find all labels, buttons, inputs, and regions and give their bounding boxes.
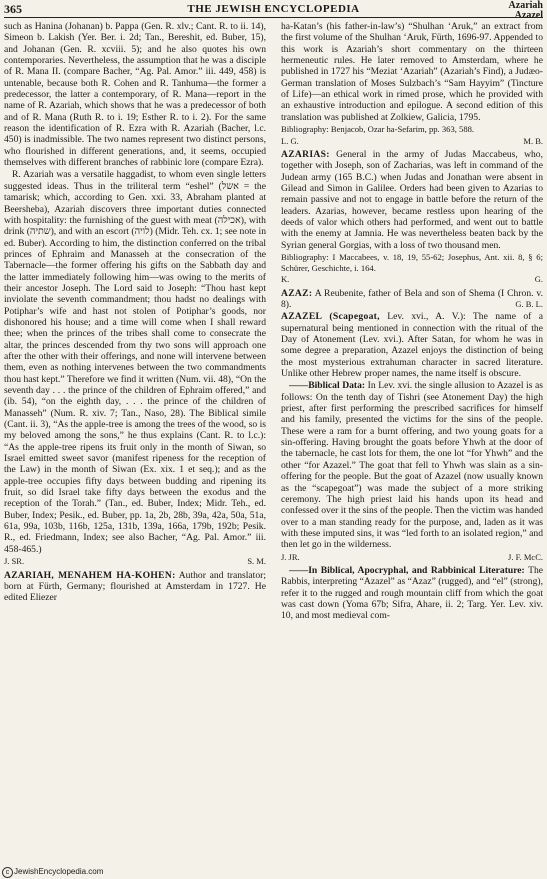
paragraph: R. Azariah was a versatile haggadist, to whom even single letters suggested ideas. Thus in the triliteral term “eshel” (אשל = the tamarisk; which, according to Gen. xxi. 33, Abraham planted at Beersheba), Azariah discovers three important duties connected with hospitality: the furnishing of the guest with meat (אכילה), with drink (שתיה), and with an escort (לויה) (Midr. Teh. cx. 1; see note in ed. Buber). According to him, the distinction conferred on the tribal princes of Ephraim and Manasseh at the consecration of the Tabernacle—the former offering his gifts on the Sabbath day and the latter immediately following him—was owing to the merits of their ancestor Joseph. The Lord said to Joseph: “Thou hast kept inviolate the seventh commandment; thou hadst no dealings with Potiphar’s wife and hast not stolen of Potiphar’s goods, nor dishonored his house; and a time will come when I shall reward thee; when the princes of the tribes shall come to consecrate the altar, the princes descended from thy two sons will approach one after the other with their offerings, and none will intervene between them, even as nothing intervenes between the two commandments thou hast kept.” Therefore we find it written (Num. vii. 48), “On the seventh day . . . the prince of the children of Ephraim offered,” and (ib. 54), “on the eighth day, . . . the prince of the children of Manasseh” (Num. R. xiv. 7; Tan., Naso, 28). The Biblical simile (Cant. ii. 3), “As the apple-tree is among the trees of the wood, so is my beloved among the sons,” he thus explains (Cant. R. to l.c.): “As the apple-tree ripens its fruit only in the month of Siwan, so Israel emitted sweet savor (manifest ripeness for the reception of the Law) in the month of Siwan (Ex. xix. 1 et seq.); and as the apple-tree occupies fifty days between budding and ripening its fruit, so did Israel take fifty days between the exodus and the reception of the Torah.” (Tan., ed. Buber, Index; Midr. Teh., ed. Buber, Index; Pesik., ed. Buber, pp. 1a, 2b, 28b, 39a, 42a, 50a, 51a, 61a, 99a, 103b, 116b, 125a, 131b, 139a, 166a, 179b, 192b; Pesik. R., ed. Friedmann, Index; see also Bacher, “Ag. Pal. Amor.” iii. 458-465.) (4, 169, 266, 555)
section-heading: ——In Biblical, Apocryphal, and Rabbinical Literature: (289, 564, 525, 576)
entry-heading: AZAZ: (281, 287, 313, 299)
signature-right: G. (534, 274, 543, 285)
signature-right: J. F. McC. (508, 551, 543, 562)
footer-site[interactable]: JewishEncyclopedia.com (14, 867, 104, 876)
article-signature (281, 274, 543, 285)
signature-left: K. (281, 274, 290, 285)
section-text: In Lev. xvi. the single allusion to Azazel is as follows: On the tenth day of Tishri (see Atonement Day) the high priest, after first performing the prescribed sacrifices for himself and his family, presented the victims for the sins of the people. These were a ram for a burnt offering, and two young goats for a sin-offering. Having brought the goats before Yhwh at the door of the tabernacle, he cast lots for them, the one lot “for Yhwh” and the other “for Azazel.” The goat that fell to Yhwh was slain as a sin-offering for the people. But the goat of Azazel (now usually known as the “scapegoat”) was made the subject of a more striking ceremony. The high priest laid his hands upon its head and confessed over it the sins of the people. Then the victim was handed over to a man standing ready for the purpose, and, laden as it was with these imputed sins, it was “led forth to an isolated region,” and then let go in the wilderness. (281, 380, 543, 551)
entry-text: Author and translator; born at Fürth, Germany; flourished at Amsterdam in 1727. He edited Eliezer (4, 569, 266, 604)
footer (2, 867, 103, 878)
entry (281, 288, 543, 311)
copyright-icon: c (2, 867, 13, 878)
paragraph: such as Hanina (Johanan) b. Pappa (Gen. R. xlv.; Cant. R. to ii. 14), Simeon b. Lakish (Yer. Ber. i. 2d; Tan., Bereshit, ed. Buber, 15), and Johanan (Gen. R. xcviii. 5); and he also quotes his own contemporaries. Nevertheless, the assumption that he was a disciple of R. Mana II. (compare Bacher, “Ag. Pal. Amor.” iii. 449, 458) is untenable, because both R. Cohen and R. Tanhuma—the former a predecessor, the latter a contemporary, of R. Mana—report in the name of R. Azariah, which shows that he was a predecessor of both and of R. Mana (Ruth R. to i. 19; Esther R. to i. 2). For the same reason the identification of R. Ezra with R. Azariah (Bacher, l.c. 450) is inadmissible. The two names represent two distinct persons, who flourished in different generations, and, it seems, occupied themselves with different branches of rabbinic lore (compare Ezra). (4, 21, 266, 169)
signature-right: M. B. (523, 135, 543, 146)
entry (281, 311, 543, 379)
running-head-bottom: Azazel (514, 10, 543, 21)
section (281, 565, 543, 622)
entry-heading: AZAZEL (Scapegoat, (281, 311, 380, 323)
running-head-top: Azariah (508, 0, 543, 11)
entry-heading: AZARIAH, MENAHEM HA-KOHEN: (4, 569, 176, 581)
left-column (4, 21, 266, 605)
section (281, 380, 543, 550)
signature-left: L. G. (281, 135, 299, 146)
right-column (281, 21, 543, 623)
signature-right: G. B. L. (515, 299, 543, 309)
bibliography: Bibliography: Benjacob, Ozar ha-Sefarim, pp. 363, 588. (281, 124, 475, 135)
entry-heading: AZARIAS: (281, 149, 330, 161)
signature-left: J. SR. (4, 556, 25, 567)
entry-text: Lev. xvi., A. V.): The name of a supernatural being mentioned in connection with the ritual of the Day of Atonement (Lev. xvi.). After Satan, for whom he was in some degree a preparation, Azazel enjoys the distinction of being the most mysterious extrahuman character in sacred literature. Unlike other Hebrew proper names, the name itself is obscure. (281, 311, 543, 380)
entry-text: A Reubenite, father of Bela and son of Shema (I Chron. v. 8). (281, 287, 543, 310)
page-number: 365 (4, 2, 22, 16)
signature-left: J. JR. (281, 551, 300, 562)
signature-right: S. M. (247, 556, 266, 567)
entry (4, 570, 266, 604)
section-text: The Rabbis, interpreting “Azazel” as “Azaz” (rugged), and “el” (strong), refer it to the rugged and rough mountain cliff from which the goat was cast down (Yoma 67b; Sifra, Ahare, ii. 2; Targ. Yer. Lev. xiv. 10, and most medieval com- (281, 564, 543, 622)
page-title: THE JEWISH ENCYCLOPEDIA (187, 3, 360, 15)
bibliography: Bibliography: I Maccabees, v. 18, 19, 55-62; Josephus, Ant. xii. 8, § 6; Schürer, Geschichte, i. 164. (281, 252, 543, 273)
header-rule (4, 17, 543, 18)
entry (281, 149, 543, 251)
running-head (509, 1, 543, 21)
article-signature (4, 556, 266, 567)
paragraph: ha-Katan’s (his father-in-law’s) “Shulhan ‘Aruk,” an extract from the first volume of the Shulhan ‘Aruk, Fürth, 1696-97. Appended to this work is Azariah’s short commentary on the thirteen hermeneutic rules. He later removed to Amsterdam, where he published in 1727 his “Meziat ‘Azariah” (Azariah’s Find), a Judæo-German translation of Moses Sulzbach’s “Sam Hayyim” (Tincture of Life)—an ethical work in rimed prose, which he provided with an exhaustive introduction and epilogue. A second edition of this translation was published at Zolkiew, Galicia, 1795. (281, 21, 543, 123)
entry-text: General in the army of Judas Maccabeus, who, together with Joseph, son of Zacharias, was left in command of the Judean army (165 B.C.) when Judas and Jonathan were absent in Gilead and Simon in Galilee. Orders had been given to Azarias to remain passive and not to engage in battle before the return of the leaders. Azarias, however, became restless upon hearing of the deeds of valor which others had performed, and went out to battle with the enemy at Jamnia. He was nevertheless beaten back by the Syrian general Gorgias, with a loss of two thousand men. (281, 149, 543, 251)
article-signature (281, 136, 543, 147)
section-heading: ——Biblical Data: (289, 380, 366, 392)
article-signature (281, 552, 543, 563)
